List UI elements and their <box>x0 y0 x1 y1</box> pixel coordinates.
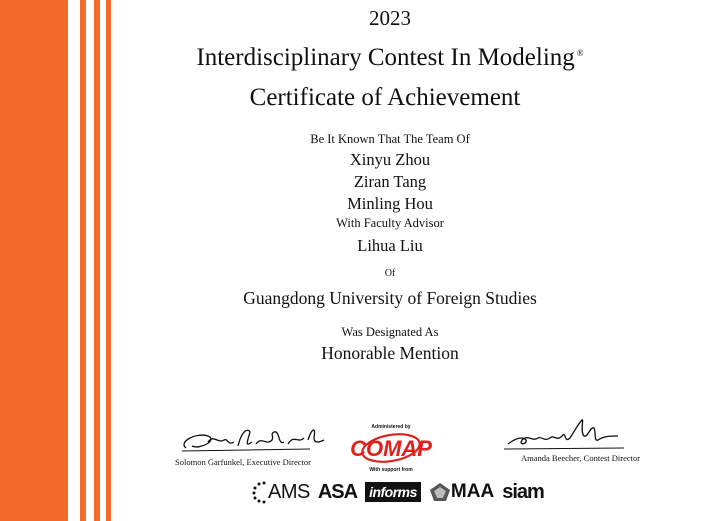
with-support-label: With support from <box>369 467 413 473</box>
ams-logo <box>252 481 310 504</box>
certificate-subtitle: Certificate of Achievement <box>249 84 521 111</box>
maa-logo <box>429 481 494 503</box>
ams-dots-icon <box>252 481 268 503</box>
siam-logo: siam <box>502 480 544 503</box>
signature-garfunkel <box>178 420 328 456</box>
sponsor-logos <box>252 478 544 506</box>
contest-name: Interdisciplinary Contest In Modeling <box>196 44 575 71</box>
award-name: Honorable Mention <box>321 343 459 363</box>
team-member: Minling Hou <box>347 194 433 213</box>
advisor-label: With Faculty Advisor <box>336 216 444 230</box>
administered-by-label: Administered by <box>371 424 411 430</box>
year: 2023 <box>369 6 411 30</box>
signature-beecher <box>498 414 628 454</box>
ams-logo-text: AMS <box>268 480 310 503</box>
asa-logo: ASA <box>317 480 358 503</box>
team-member: Ziran Tang <box>353 172 427 191</box>
left-signature-caption: Solomon Garfunkel, Executive Director <box>175 457 311 467</box>
advisor-name: Lihua Liu <box>357 236 423 255</box>
decorative-stripe <box>94 0 100 521</box>
maa-emblem-icon <box>429 482 451 502</box>
decorative-stripe <box>106 0 111 521</box>
of-label: Of <box>384 268 396 279</box>
contest-title <box>140 44 640 72</box>
comap-logo <box>350 430 432 471</box>
be-it-known-label: Be It Known That The Team Of <box>310 132 470 146</box>
maa-logo-text: MAA <box>450 481 495 502</box>
decorative-stripe-wide <box>0 0 68 521</box>
team-member: Xinyu Zhou <box>349 150 431 169</box>
comap-logo-text: COMAP <box>350 436 432 461</box>
registered-mark: ® <box>576 48 584 58</box>
informs-logo: informs <box>365 482 421 502</box>
designated-label: Was Designated As <box>341 325 439 339</box>
institution-name: Guangdong University of Foreign Studies <box>243 288 537 308</box>
right-signature-caption: Amanda Beecher, Contest Director <box>521 453 641 463</box>
decorative-stripe <box>80 0 86 521</box>
